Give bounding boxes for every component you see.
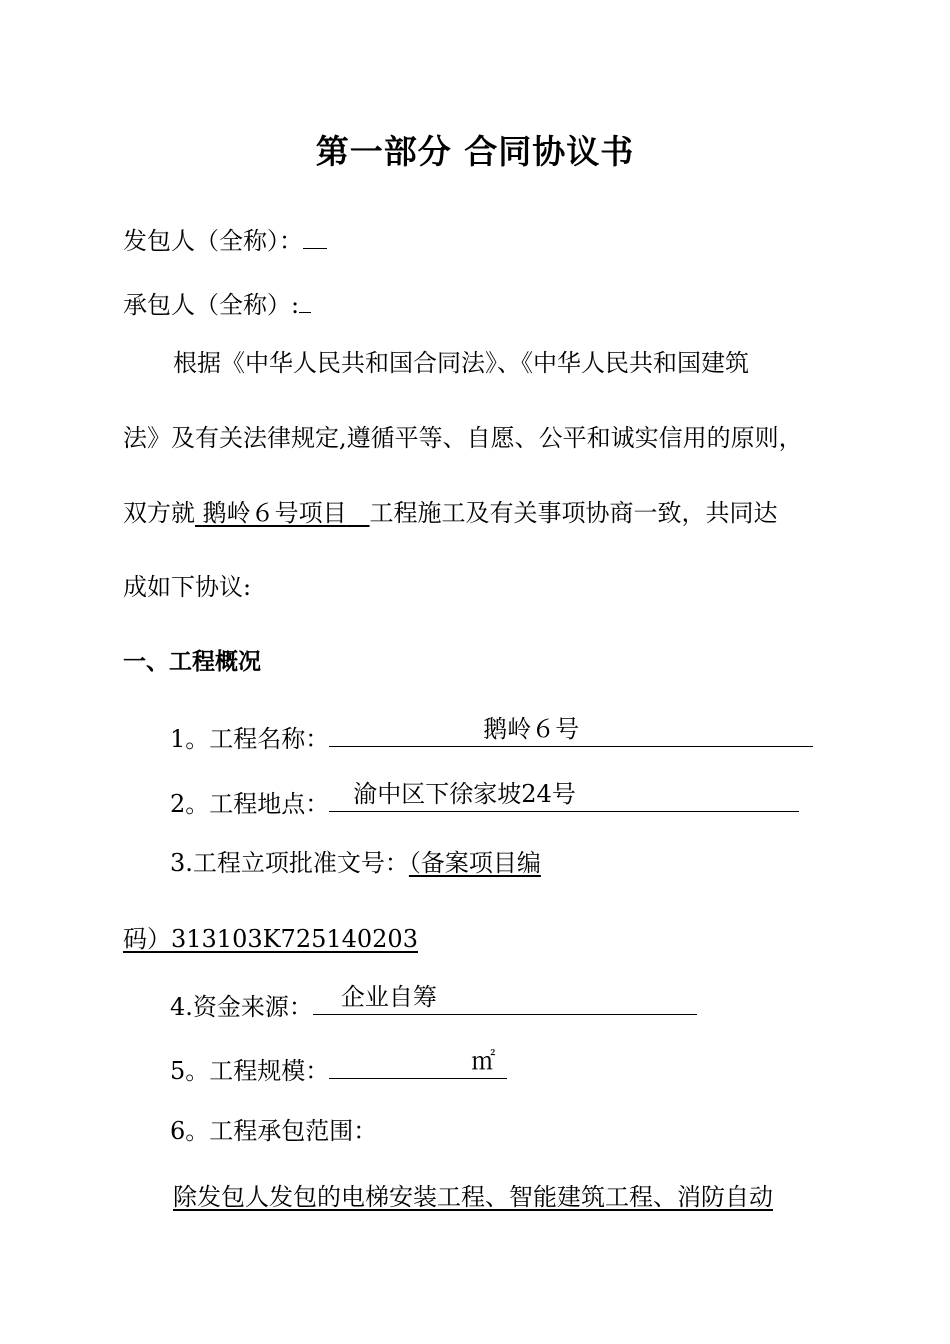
section-heading: 一、工程概况 [123, 649, 261, 675]
item-value: 码）313103K725140203 [123, 925, 418, 953]
item-value: 渝中区下徐家坡24号 [353, 780, 576, 808]
item-value: 除发包人发包的电梯安装工程、智能建筑工程、消防自动 [173, 1183, 773, 1211]
item-contract-scope [170, 1116, 377, 1146]
item-value: 企业自筹 [340, 983, 437, 1011]
employer-label: 发包人（全称）： [123, 227, 303, 255]
preamble-line-3 [123, 498, 778, 528]
item-project-scale [170, 1047, 507, 1086]
item-label: 2。工程地点： [170, 790, 330, 818]
item-value: 鹅岭６号 [483, 715, 580, 743]
item-contract-scope-value [173, 1182, 773, 1212]
employer-blank [303, 222, 327, 249]
preamble-line-1: 根据《中华人民共和国合同法》、《中华人民共和国建筑 [173, 349, 749, 377]
item-blank [329, 1047, 507, 1079]
item-label: 5。工程规模： [170, 1057, 330, 1085]
item-value: （备案项目编 [408, 849, 541, 877]
project-name-text: 鹅岭６号项目 [202, 499, 347, 527]
area-unit: ㎡ [471, 1047, 496, 1075]
preamble-suffix: 工程施工及有关事项协商一致，共同达 [369, 499, 778, 527]
item-label: 3.工程立项批准文号： [170, 849, 409, 877]
project-name [195, 499, 370, 527]
preamble-line-4: 成如下协议: [123, 573, 252, 601]
item-label: 6。工程承包范围： [170, 1117, 378, 1145]
item-funding-source [170, 983, 697, 1022]
item-approval-number [170, 848, 541, 878]
contractor-label: 承包人（全称）: [123, 291, 300, 319]
employer-line [123, 222, 327, 256]
page-title: 第一部分 合同协议书 [315, 132, 635, 171]
item-blank [313, 983, 697, 1015]
item-approval-number-cont [123, 924, 418, 954]
item-project-location [170, 780, 799, 819]
contractor-blank [299, 286, 311, 313]
contractor-line [123, 286, 311, 320]
item-project-name [170, 715, 813, 754]
preamble-line-2: 法》及有关法律规定,遵循平等、自愿、公平和诚实信用的原则， [123, 424, 803, 452]
item-blank [329, 780, 799, 812]
item-blank [329, 715, 813, 747]
item-label: 4.资金来源： [170, 993, 313, 1021]
preamble-prefix: 双方就 [123, 499, 195, 527]
item-label: 1。工程名称： [170, 725, 330, 753]
